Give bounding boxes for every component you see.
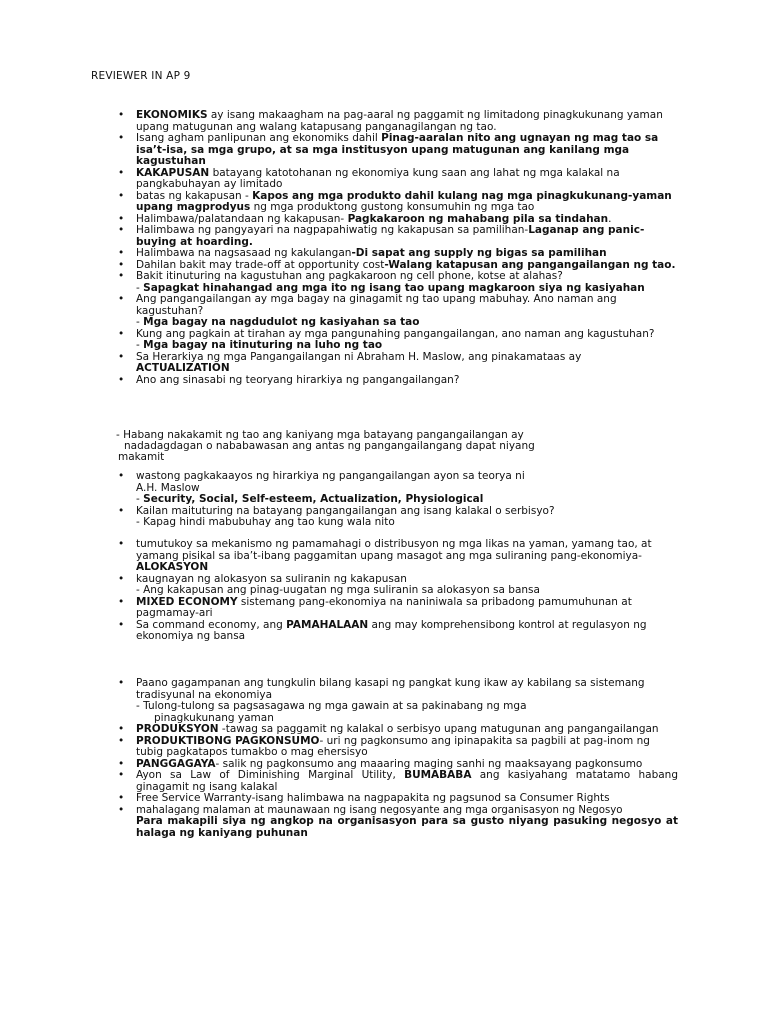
list-emphasis: Kapos ang mga produkto dahil kulang nag mga pinagkukunang-yaman upang magprodyus bbox=[136, 189, 672, 213]
bullet-icon: • bbox=[118, 792, 125, 804]
list-emphasis: Pinag-aaralan nito ang ugnayan ng mag tao sa isa’t-isa, sa mga grupo, at sa mga institusyon upang matugunan ang kanilang mga kagustuhan bbox=[136, 132, 659, 167]
bullet-icon: • bbox=[118, 224, 125, 236]
list-emphasis: Security, Social, Self-esteem, Actualization, Physiological bbox=[143, 493, 484, 505]
answer-line: pinagkukunang yaman bbox=[154, 711, 274, 724]
list-text: Sa command economy, ang bbox=[136, 618, 287, 631]
list-item bbox=[118, 539, 678, 574]
list-text: Isang agham panlipunan ang ekonomiks dahil bbox=[136, 132, 382, 144]
list-emphasis: Laganap ang panic-buying at hoarding. bbox=[136, 224, 645, 248]
bullet-icon: • bbox=[118, 258, 125, 271]
answer-line: - Tulong-tulong sa pagsasagawa ng mga gawain at sa pakinabang ng mga bbox=[136, 700, 527, 712]
list-text: batas ng kakapusan - bbox=[136, 189, 253, 202]
term-panggagaya: PANGGAGAYA bbox=[136, 757, 216, 770]
dash: - bbox=[136, 316, 144, 328]
list-text: tumutukoy sa mekanismo ng pamamahagi o distribusyon ng mga likas na yaman, yamang tao, at yamang pisikal sa iba’t-ibang paggamitan upang masagot ang mga suliraning pang-ekonomiya- bbox=[136, 538, 652, 562]
answer-line: makamit bbox=[118, 451, 165, 463]
bullet-icon: • bbox=[118, 757, 125, 770]
section-definitions bbox=[118, 110, 678, 386]
list-text: Sa Herarkiya ng mga Pangangailangan ni Abraham H. Maslow, ang pinakamataas ay bbox=[136, 350, 582, 363]
answer-line: - Habang nakakamit ng tao ang kaniyang mga batayang pangangailangan ay bbox=[116, 429, 524, 441]
term-ekonomiks: EKONOMIKS bbox=[136, 109, 208, 121]
list-text: kaugnayan ng alokasyon sa suliranin ng kakapusan bbox=[136, 572, 407, 585]
dash: - bbox=[136, 339, 144, 351]
list-text: Free Service Warranty-isang halimbawa na nagpapakita ng pagsunod sa Consumer Rights bbox=[136, 792, 610, 804]
list-text: Halimbawa/palatandaan ng kakapusan- bbox=[136, 212, 348, 225]
list-emphasis: -Di sapat ang supply ng bigas sa pamilihan bbox=[351, 247, 607, 259]
list-item bbox=[118, 471, 678, 506]
bullet-icon: • bbox=[118, 734, 125, 747]
list-text: Kung ang pagkain at tirahan ay mga pangunahing pangangailangan, ano naman ang kagustuhan? bbox=[136, 327, 655, 340]
bullet-icon: • bbox=[118, 504, 125, 517]
bullet-icon: • bbox=[118, 677, 125, 689]
list-text: ang kasiyahang matatamo habang ginagamit ng isang kalakal bbox=[136, 769, 678, 793]
list-item bbox=[118, 375, 678, 387]
term-produktibong-pagkonsumo: PRODUKTIBONG PAGKONSUMO bbox=[136, 734, 320, 747]
bullet-icon: • bbox=[118, 327, 125, 340]
list-item bbox=[118, 770, 678, 793]
list-text: Halimbawa na nagsasaad ng kakulangan bbox=[136, 247, 352, 259]
section-alokasyon bbox=[118, 539, 678, 643]
list-text: sistemang pang-ekonomiya na naniniwala sa pribadong pamumuhunan at pagmamay-ari bbox=[136, 595, 632, 619]
list-text: Ayon sa Law of Diminishing Marginal Utility, bbox=[136, 769, 405, 781]
list-emphasis: ALOKASYON bbox=[136, 561, 209, 573]
list-emphasis: BUMABABA bbox=[404, 769, 472, 781]
list-item bbox=[118, 329, 678, 352]
list-text: wastong pagkakaayos ng hirarkiya ng pangangailangan ayon sa teorya ni bbox=[136, 470, 525, 482]
answer-line: nadadagdagan o nababawasan ang antas ng pangangailangang dapat niyang bbox=[124, 440, 535, 452]
bullet-icon: • bbox=[118, 109, 125, 121]
list-text: Halimbawa ng pangyayari na nagpapahiwatig ng kakapusan sa pamilihan- bbox=[136, 224, 529, 236]
bullet-icon: • bbox=[118, 572, 125, 585]
list-item bbox=[118, 271, 678, 294]
list-item bbox=[118, 352, 678, 375]
list-text: Paano gagampanan ang tungkulin bilang kasapi ng pangkat kung ikaw ay kabilang sa sistemang tradisyunal na ekonomiya bbox=[136, 677, 645, 701]
bullet-icon: • bbox=[118, 618, 125, 631]
list-item bbox=[118, 597, 678, 620]
list-text: Bakit itinuturing na kagustuhan ang pagkakaroon ng cell phone, kotse at alahas? bbox=[136, 270, 563, 282]
bullet-icon: • bbox=[118, 350, 125, 363]
dash: - bbox=[136, 281, 144, 294]
list-emphasis: -Walang katapusan ang pangangailangan ng tao. bbox=[384, 258, 676, 271]
bullet-icon: • bbox=[118, 538, 125, 550]
list-item bbox=[118, 110, 678, 133]
list-item bbox=[118, 225, 678, 248]
list-item bbox=[118, 805, 678, 840]
answer-line: - Kapag hindi mabubuhay ang tao kung wala nito bbox=[136, 516, 395, 528]
list-text: Dahilan bakit may trade-off at opportunity cost bbox=[136, 258, 385, 271]
list-item bbox=[118, 574, 678, 597]
list-emphasis: Para makapili siya ng angkop na organisasyon para sa gusto niyang pasuking negosyo at halaga ng kaniyang puhunan bbox=[136, 815, 678, 839]
bullet-icon: • bbox=[118, 723, 125, 735]
list-item bbox=[118, 678, 678, 724]
list-text: Ano ang sinasabi ng teoryang hirarkiya ng pangangailangan? bbox=[136, 373, 460, 386]
list-text: A.H. Maslow bbox=[136, 481, 200, 494]
list-text: Ang pangangailangan ay mga bagay na ginagamit ng tao upang mabuhay. Ano naman ang kagustuhan? bbox=[136, 293, 617, 317]
list-text: - salik ng pagkonsumo ang maaaring maging sanhi ng maaksayang pagkonsumo bbox=[215, 757, 643, 770]
list-emphasis: Pagkakaroon ng mahabang pila sa tindahan bbox=[347, 212, 609, 225]
bullet-icon: • bbox=[118, 212, 125, 225]
list-text: batayang katotohanan ng ekonomiya kung saan ang lahat ng mga kalakal na pangkabuhayan ay limitado bbox=[136, 166, 620, 190]
list-item bbox=[118, 793, 678, 805]
list-item bbox=[118, 620, 678, 643]
list-emphasis: PAMAHALAAN bbox=[286, 618, 369, 631]
term-kakapusan: KAKAPUSAN bbox=[136, 166, 210, 179]
list-emphasis: ACTUALIZATION bbox=[136, 362, 230, 374]
list-text: ang may komprehensibong kontrol at regulasyon ng ekonomiya ng bansa bbox=[136, 618, 647, 642]
bullet-icon: • bbox=[118, 270, 125, 282]
section-pagkonsumo bbox=[118, 678, 678, 839]
bullet-icon: • bbox=[118, 132, 125, 144]
bullet-icon: • bbox=[118, 470, 125, 482]
bullet-icon: • bbox=[118, 293, 125, 305]
list-emphasis: Mga bagay na itinuturing na luho ng tao bbox=[143, 339, 383, 351]
list-item bbox=[118, 294, 678, 329]
list-text: Kailan maituturing na batayang pangangailangan ang isang kalakal o serbisyo? bbox=[136, 504, 555, 517]
list-text: ng mga produktong gustong konsumuhin ng mga tao bbox=[250, 201, 535, 213]
list-emphasis: Mga bagay na nagdudulot ng kasiyahan sa tao bbox=[143, 316, 420, 328]
list-item bbox=[118, 191, 678, 214]
list-item bbox=[118, 133, 678, 168]
document-title: REVIEWER IN AP 9 bbox=[91, 70, 191, 82]
list-item bbox=[118, 736, 678, 759]
bullet-icon: • bbox=[118, 166, 125, 179]
term-mixed-economy: MIXED ECONOMY bbox=[136, 595, 238, 608]
list-text: - uri ng pagkonsumo ang ipinapakita sa pagbili at pag-inom ng tubig pagkatapos tumakbo o mag ehersisyo bbox=[136, 734, 650, 758]
bullet-icon: • bbox=[118, 595, 125, 608]
bullet-icon: • bbox=[118, 373, 125, 386]
bullet-icon: • bbox=[118, 189, 125, 202]
dash: - bbox=[136, 493, 144, 505]
section-maslow bbox=[118, 471, 678, 529]
list-item bbox=[118, 168, 678, 191]
list-item bbox=[118, 506, 678, 529]
list-text: . bbox=[608, 212, 612, 225]
answer-line bbox=[136, 494, 678, 506]
list-emphasis: Sapagkat hinahangad ang mga ito ng isang tao upang magkaroon siya ng kasiyahan bbox=[143, 281, 645, 294]
answer-line: - Ang kakapusan ang pinag-uugatan ng mga suliranin sa alokasyon sa bansa bbox=[136, 584, 540, 596]
bullet-icon: • bbox=[118, 769, 125, 781]
term-produksyon: PRODUKSYON bbox=[136, 723, 219, 735]
list-text: -tawag sa paggamit ng kalakal o serbisyo upang matugunan ang pangangailangan bbox=[218, 723, 659, 735]
bullet-icon: • bbox=[118, 247, 125, 259]
list-text: ay isang makaagham na pag-aaral ng paggamit ng limitadong pinagkukunang yaman upang matugunan ang walang katapusang panganagilangan ng tao. bbox=[136, 109, 663, 133]
bullet-icon: • bbox=[118, 803, 125, 816]
list-text: mahalagang malaman at maunawaan ng isang negosyante ang mga organisasyon ng Negosyo bbox=[136, 804, 623, 816]
